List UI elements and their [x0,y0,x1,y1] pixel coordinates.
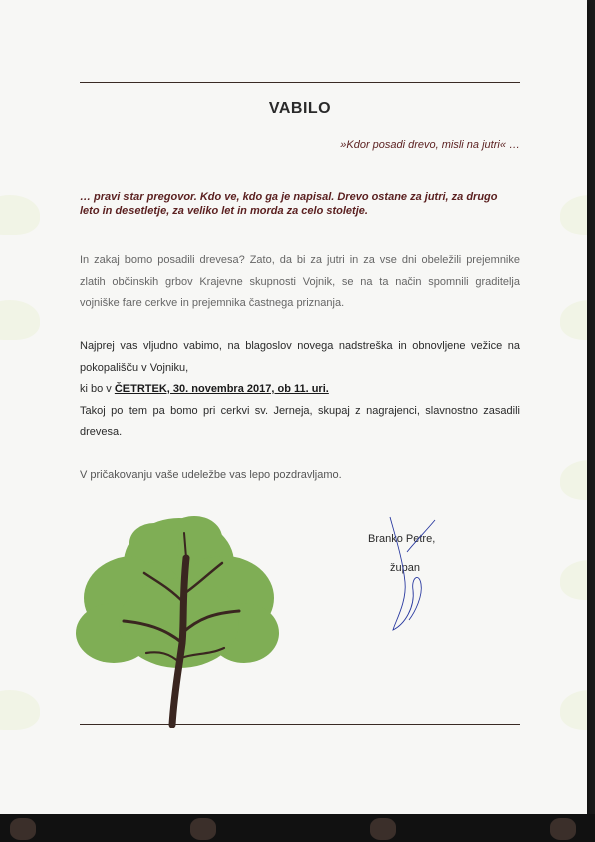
date-prefix: ki bo v [80,383,115,395]
footer-watermark [190,818,216,840]
signer-name: Branko Petre, [368,533,436,545]
signer-role: župan [390,562,420,574]
footer-watermark [10,818,36,840]
intro-paragraph: … pravi star pregovor. Kdo ve, kdo ga je napisal. Drevo ostane za jutri, za drugo leto in desetletje, za veliko let in morda za celo stoletje. [80,191,498,217]
bottom-band [0,814,595,842]
signature-icon [385,512,445,637]
background-watermark [0,195,40,235]
bottom-rule [80,724,520,725]
background-watermark [0,690,40,730]
background-watermark [560,300,587,340]
invitation-line: Najprej vas vljudno vabimo, na blagoslov novega nadstreška in obnovljene vežice na pokopališču v Vojniku, [80,340,520,374]
event-date: ČETRTEK, 30. novembra 2017, ob 11. uri. [114,383,329,395]
background-watermark [0,300,40,340]
invitation-date-line [80,379,520,401]
tree-illustration [74,503,284,728]
footer-watermark [550,818,576,840]
background-watermark [560,195,587,235]
page-title: VABILO [268,100,332,117]
tree-foliage [76,516,279,668]
background-watermark [560,690,587,730]
background-watermark [560,460,587,500]
invitation-line: Takoj po tem pa bomo pri cerkvi sv. Jerneja, skupaj z nagrajenci, slavnostno zasadili drevesa. [80,404,520,438]
paragraph-invitation [80,336,520,444]
footer-watermark [370,818,396,840]
background-watermark [560,560,587,600]
paragraph-purpose: In zakaj bomo posadili drevesa? Zato, da bi za jutri in za vse dni obeležili prejemnike zlatih občinskih grbov Krajevne skupnosti Vojnik, se na ta način spomnili graditelja vojniške fare cerkve in prejemnika častnega priznanja. [80,254,520,309]
paragraph-closing: V pričakovanju vaše udeležbe vas lepo pozdravljamo. [80,469,342,481]
proverb-quote: »Kdor posadi drevo, misli na jutri« … [340,139,520,151]
top-rule [80,82,520,83]
